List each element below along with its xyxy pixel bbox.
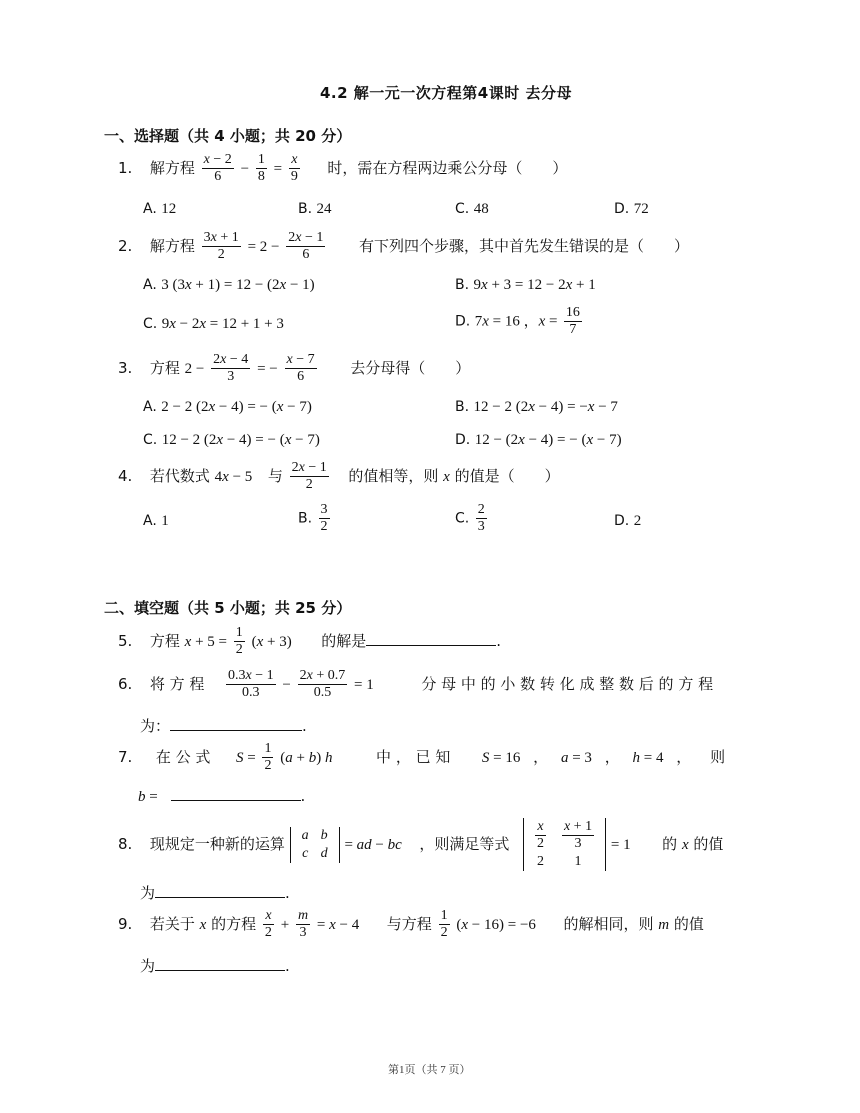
answer-blank[interactable] (155, 969, 285, 971)
option-a: A. 2 − 2 (2x − 4) = − (x − 7) (143, 399, 312, 415)
answer-blank[interactable] (170, 729, 302, 731)
option-c: C. 12 − 2 (2x − 4) = − (x − 7) (143, 432, 320, 448)
option-c: C. $\frac{2}{3}$ (455, 502, 485, 535)
option-a: A. 12 (143, 201, 177, 217)
question-9-line-2: 为 . (140, 957, 290, 975)
option-b: B. 24 (298, 201, 332, 217)
option-d: D. 72 (614, 201, 649, 217)
option-c: C. 9x − 2x = 12 + 1 + 3 (143, 316, 284, 332)
answer-blank[interactable] (155, 896, 285, 898)
question-5: 5. 方程 x + 5 = $\frac{1}{2}$ (x + 3) 的解是 . (118, 625, 502, 658)
question-7-line-2: b = . (138, 787, 306, 805)
question-text: 时，需在方程两边乘公分母（ ） (327, 159, 568, 178)
question-7: 7. 在 公 式 S = $\frac{1}{2}$ (a + b) h 中 ， 已 知 S = 16 ， a = 3 ， h = 4 ， 则 (118, 741, 726, 774)
answer-blank[interactable] (366, 644, 496, 646)
question-1: 1. 解方程 $\frac{x - 2}{6}$ − $\frac{1}{8}$ = $\frac{x}{9}$ 时，需在方程两边乘公分母（ ） (118, 152, 568, 185)
answer-blank[interactable] (171, 799, 301, 801)
equation-fraction: $\frac{x - 7}{6}$ (286, 352, 315, 385)
question-8-line-2: 为 . (140, 884, 290, 902)
equation-fraction: $\frac{2x - 1}{6}$ (288, 230, 324, 263)
page-title: 4.2 解一元一次方程第4课时 去分母 (320, 84, 572, 102)
equation-fraction: $\frac{2x - 4}{3}$ (213, 352, 249, 385)
equation-fraction: $\frac{2x - 1}{2}$ (291, 460, 327, 493)
question-number: 1. (118, 159, 133, 178)
option-d: D. 12 − (2x − 4) = − (x − 7) (455, 432, 622, 448)
option-b: B. $\frac{3}{2}$ (298, 502, 328, 535)
equation-fraction: $\frac{3x + 1}{2}$ (203, 230, 239, 263)
question-4: 4. 若代数式 4x − 5 与 $\frac{2x - 1}{2}$ 的值相等，则 x 的值是（ ） (118, 460, 560, 493)
option-d: D. 7x = 16 ，x = $\frac{16}{7}$ (455, 305, 580, 338)
question-3: 3. 方程 2 − $\frac{2x - 4}{3}$ = − $\frac{x - 7}{6}$ 去分母得（ ） (118, 352, 471, 385)
determinant: a b c d (290, 827, 340, 863)
option-b: B. 12 − 2 (2x − 4) = −x − 7 (455, 399, 618, 415)
section-heading-choice: 一、选择题（共 4 小题；共 20 分） (104, 127, 352, 145)
option-a: A. 3 (3x + 1) = 12 − (2x − 1) (143, 277, 315, 293)
section-heading-fill: 二、填空题（共 5 小题；共 25 分） (104, 599, 352, 617)
question-9: 9. 若关于 x 的方程 $\frac{x}{2}$ + $\frac{m}{3}$ = x − 4 与方程 $\frac{1}{2}$ (x − 16) = −6 的解相同，则 m 的值 (118, 908, 704, 941)
page-footer: 第1页（共 7 页） (388, 1064, 471, 1076)
question-text: 解方程 (149, 159, 195, 178)
question-8: 8. 现规定一种新的运算 a b c d = ad − bc ，则满足等式 $\frac{x}{2}$ $\frac{x + 1}{3}$ 2 1 = 1 的 x 的值 (118, 819, 724, 870)
equation-fraction: $\frac{x - 2}{6}$ (203, 152, 232, 185)
option-c: C. 48 (455, 201, 489, 217)
question-6: 6. 将 方 程 $\frac{0.3x - 1}{0.3}$ − $\frac{2x + 0.7}{0.5}$ = 1 分 母 中 的 小 数 转 化 成 整 数 后 的 方 程 (118, 668, 714, 701)
question-2: 2. 解方程 $\frac{3x + 1}{2}$ = 2 − $\frac{2x - 1}{6}$ 有下列四个步骤，其中首先发生错误的是（ ） (118, 230, 689, 263)
equation-fraction: $\frac{x}{9}$ (290, 152, 298, 185)
question-6-line-2: 为： . (140, 717, 307, 735)
equation-fraction: $\frac{1}{8}$ (257, 152, 265, 185)
option-d: D. 2 (614, 513, 642, 529)
option-b: B. 9x + 3 = 12 − 2x + 1 (455, 277, 596, 293)
option-a: A. 1 (143, 513, 169, 529)
determinant: $\frac{x}{2}$ $\frac{x + 1}{3}$ 2 1 (523, 818, 606, 871)
